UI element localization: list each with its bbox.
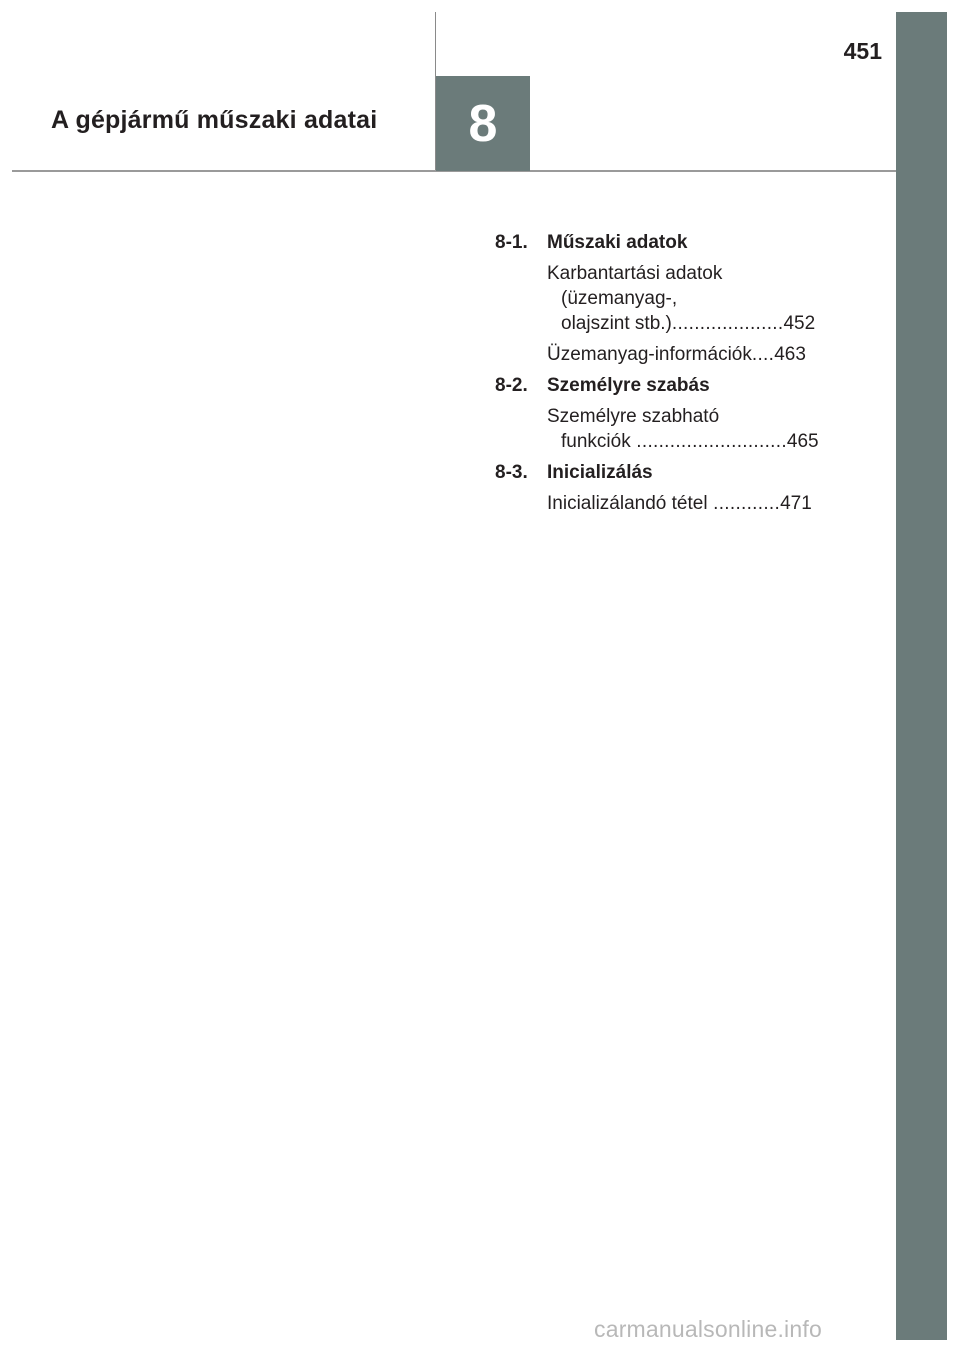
chapter-number: 8 bbox=[468, 94, 498, 153]
toc-section-heading bbox=[495, 230, 837, 255]
toc-section-number: 8-3. bbox=[495, 462, 528, 483]
table-of-contents bbox=[495, 230, 837, 522]
toc-entry-line: Karbantartási adatok bbox=[547, 263, 723, 284]
toc-entry[interactable] bbox=[547, 491, 837, 516]
toc-dot-leader: ........................... bbox=[630, 431, 787, 452]
toc-page-number: 463 bbox=[774, 344, 806, 365]
toc-section bbox=[495, 460, 837, 516]
toc-entry-text: funkciók bbox=[561, 431, 631, 452]
toc-section-title: Műszaki adatok bbox=[547, 232, 688, 253]
toc-entry-text: Inicializálandó tétel bbox=[547, 493, 708, 514]
toc-entry-line: Személyre szabható bbox=[547, 406, 720, 427]
toc-section-heading bbox=[495, 460, 837, 485]
chapter-side-tab bbox=[896, 12, 947, 1340]
toc-section bbox=[495, 373, 837, 454]
toc-dot-leader: ............ bbox=[707, 493, 781, 514]
toc-entry[interactable] bbox=[547, 261, 837, 336]
toc-page-number: 452 bbox=[783, 313, 816, 334]
toc-section bbox=[495, 230, 837, 367]
toc-entry-text: Üzemanyag-információk bbox=[547, 344, 752, 365]
toc-dot-leader: .... bbox=[751, 344, 775, 365]
chapter-number-box bbox=[436, 76, 530, 171]
chapter-title: A gépjármű műszaki adatai bbox=[51, 106, 378, 134]
toc-section-title: Személyre szabás bbox=[547, 375, 710, 396]
toc-page-number: 471 bbox=[780, 493, 812, 514]
toc-section-title: Inicializálás bbox=[547, 462, 653, 483]
toc-entry-line: (üzemanyag-, bbox=[561, 288, 678, 309]
watermark: carmanualsonline.info bbox=[594, 1316, 822, 1342]
toc-entry-text: olajszint stb.) bbox=[561, 313, 672, 334]
toc-section-heading bbox=[495, 373, 837, 398]
toc-dot-leader: .................... bbox=[671, 313, 784, 334]
toc-section-number: 8-1. bbox=[495, 232, 528, 253]
toc-page-number: 465 bbox=[786, 431, 819, 452]
toc-entry[interactable] bbox=[547, 404, 837, 454]
toc-section-number: 8-2. bbox=[495, 375, 528, 396]
toc-entry[interactable] bbox=[547, 342, 837, 367]
page-number: 451 bbox=[843, 38, 882, 64]
